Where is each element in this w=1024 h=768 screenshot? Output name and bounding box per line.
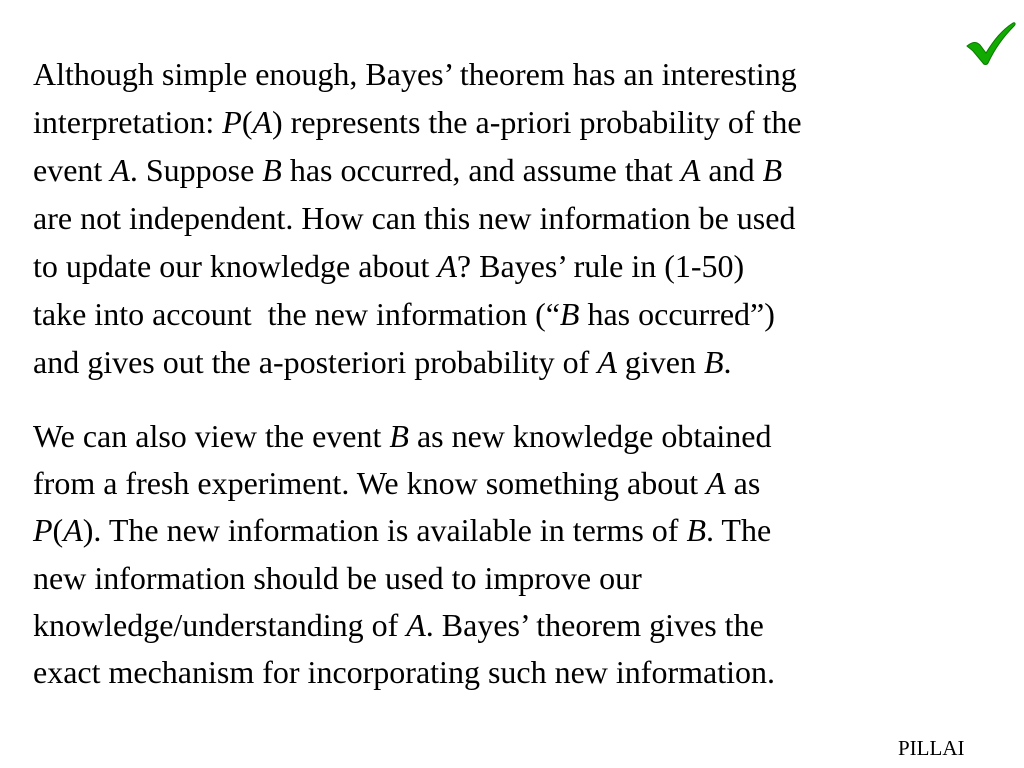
text-line (33, 465, 760, 501)
italic-var: A (252, 104, 273, 140)
italic-var: B (389, 418, 409, 454)
text: . The (705, 512, 772, 548)
text: as (725, 465, 761, 501)
text: . Suppose (129, 152, 263, 188)
text: . (723, 344, 732, 380)
check-mark-icon (964, 20, 1016, 66)
italic-var: B (262, 152, 282, 188)
text: to update our knowledge about (33, 248, 438, 284)
italic-var: B (762, 152, 783, 188)
footer-author: PILLAI (898, 736, 965, 760)
italic-var: P (222, 104, 242, 140)
text: new information should be used to improve our (33, 560, 642, 596)
text: ( (52, 512, 64, 548)
text: given (616, 344, 704, 380)
italic-var: A (597, 344, 617, 380)
text: from a fresh experiment. We know something about (33, 465, 707, 501)
text: event (33, 152, 111, 188)
text: has occurred”) (579, 296, 775, 332)
text: Although simple enough, Bayes’ theorem has an interesting (33, 56, 797, 92)
text-line (33, 512, 771, 548)
italic-var: A (63, 512, 83, 548)
text: knowledge/understanding of (33, 607, 407, 643)
text-line (33, 296, 775, 332)
text-line (33, 418, 772, 454)
italic-var: A (706, 465, 726, 501)
text: interpretation: (33, 104, 223, 140)
text: We can also view the event (33, 418, 390, 454)
text-line (33, 200, 795, 236)
italic-var: A (406, 607, 426, 643)
italic-var: A (680, 152, 701, 188)
text: exact mechanism for incorporating such new information. (33, 654, 775, 690)
text: and (700, 152, 763, 188)
text-line (33, 607, 764, 643)
text-line (33, 654, 775, 690)
text: ( (241, 104, 253, 140)
text-line (33, 104, 802, 140)
text: are not independent. How can this new information be used (33, 200, 796, 236)
text: ). The new information is available in terms of (82, 512, 687, 548)
italic-var: A (437, 248, 457, 284)
italic-var: B (559, 296, 580, 332)
text: and gives out the a-posteriori probability of (33, 344, 598, 380)
text: has occurred, and assume that (281, 152, 681, 188)
text-line (33, 152, 782, 188)
text: ) represents the a-priori probability of the (272, 104, 802, 140)
text-line (33, 56, 797, 92)
text: ? Bayes’ rule in (1-50) (456, 248, 745, 284)
text-line (33, 248, 744, 284)
text: . Bayes’ theorem gives the (425, 607, 764, 643)
italic-var: A (110, 152, 130, 188)
text: take into account the new information (“ (33, 296, 560, 332)
text-line (33, 560, 642, 596)
italic-var: B (703, 344, 724, 380)
text: as new knowledge obtained (408, 418, 772, 454)
italic-var: P (33, 512, 53, 548)
italic-var: B (686, 512, 706, 548)
text-line (33, 344, 732, 380)
